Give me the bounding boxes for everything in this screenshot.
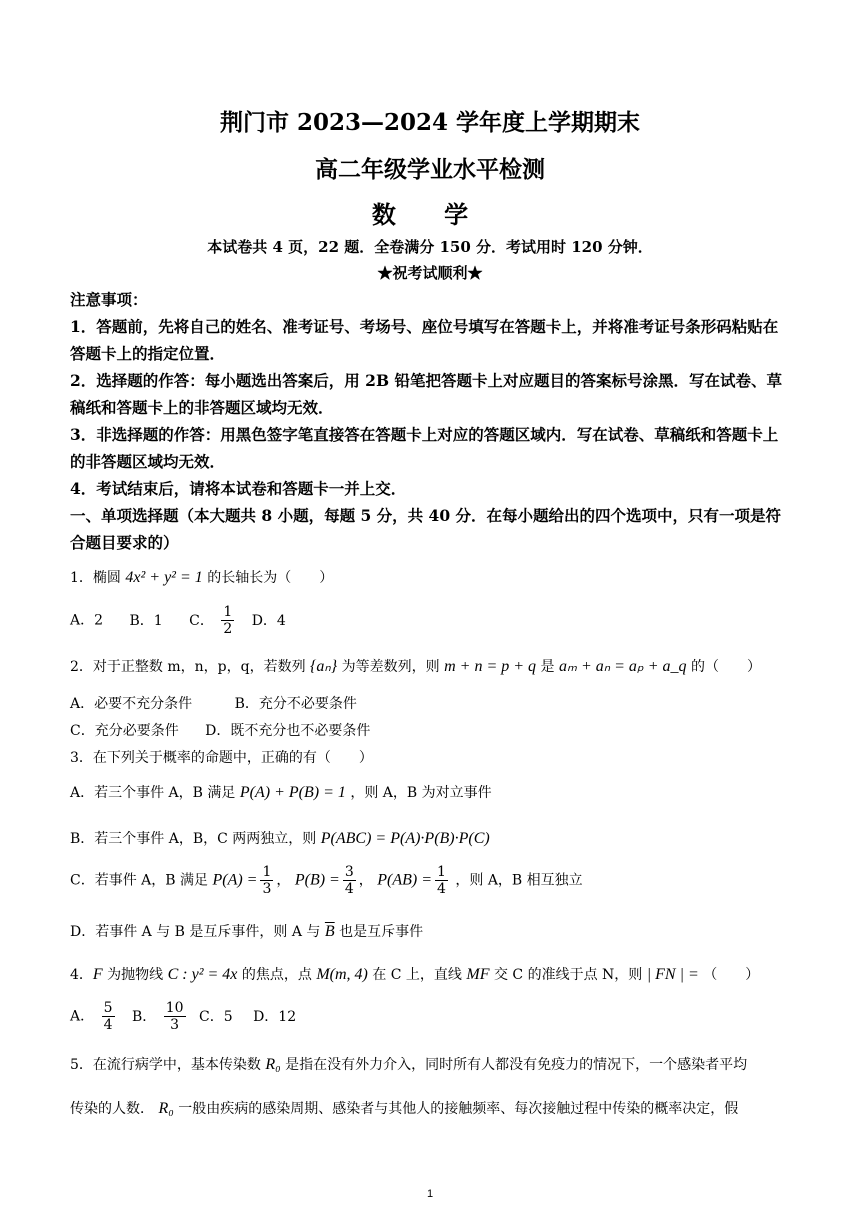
math-expression: 4x² + y² = 1	[125, 569, 203, 586]
exam-title: 荆门市 2023—2024 学年度上学期期末	[219, 109, 641, 136]
question-text: 1．椭圆	[70, 570, 121, 586]
notice-heading: 注意事项：	[70, 290, 148, 309]
question-text: 为等差数列，则	[341, 659, 440, 675]
option-d: D．既不充分也不必要条件	[205, 723, 371, 739]
notice-item-1: 1．答题前，先将自己的姓名、准考证号、考场号、座位号填写在答题卡上，并将准考证号条形码粘贴在答题卡上的指定位置．	[70, 317, 779, 363]
exam-subtitle: 高二年级学业水平检测	[315, 156, 545, 183]
math-expression: C : y² = 4x	[167, 966, 238, 983]
fraction: $\frac{3}{4}$	[344, 864, 354, 897]
option-a: A．	[70, 1008, 95, 1025]
question-text: 的（ ）	[691, 659, 762, 675]
question-text: 的长轴长为（ ）	[207, 570, 334, 586]
question-2-options-row1	[70, 693, 357, 713]
question-1-stem	[70, 567, 333, 587]
math-expression: {aₙ}	[310, 658, 338, 675]
fraction: $\frac{5}{4}$	[103, 1000, 113, 1033]
math-expression: m + n = p + q	[444, 658, 537, 675]
option-a: A．必要不充分条件	[70, 696, 193, 712]
question-3-option-b: B．若三个事件 A，B，C 两两独立，则 P(ABC) = P(A)·P(B)·P(C)	[70, 830, 490, 847]
exam-info: 本试卷共 4 页，22 题．全卷满分 150 分．考试用时 120 分钟．	[207, 238, 653, 256]
option-d: D．4	[251, 612, 286, 629]
option-d: D．12	[253, 1008, 297, 1025]
subject-title: 数 学	[371, 200, 489, 229]
question-3-option-d: D．若事件 A 与 B 是互斥事件，则 A 与 $\overline{B}$ 也是互斥事件	[70, 923, 424, 940]
question-text: 是	[540, 659, 555, 675]
fraction: $\frac{1}{2}$	[223, 604, 233, 637]
question-2-stem	[70, 656, 761, 676]
math-expression: R₀	[158, 1100, 174, 1117]
complement-event: $\overline{B}$	[324, 923, 335, 940]
question-3-option-c: C．若事件 A，B 满足 P(A) = $\frac{1}{3}$ ， P(B) = $\frac{3}{4}$ ， P(AB) = $\frac{1}{4}$ ，则 A，B 相互独立	[70, 864, 583, 897]
math-expression: R₀	[265, 1056, 281, 1073]
question-4-options	[70, 1000, 296, 1033]
exam-wish: ★祝考试顺利★	[377, 264, 483, 282]
option-b: B．	[131, 1008, 157, 1025]
question-2-options-row2	[70, 720, 370, 740]
question-4-stem: 4．F 为抛物线 C : y² = 4x 的焦点，点 M(m, 4) 在 C 上，直线 MF 交 C 的准线于点 N，则 | FN | = （ ）	[70, 966, 760, 983]
fraction: $\frac{10}{3}$	[165, 1000, 184, 1033]
option-a: A．2	[70, 612, 104, 629]
option-b: B．1	[129, 612, 163, 629]
fraction: $\frac{1}{4}$	[437, 864, 446, 897]
option-b: B．充分不必要条件	[234, 696, 357, 712]
option-c: C．5	[198, 1008, 233, 1025]
notice-item-4: 4．考试结束后，请将本试卷和答题卡一并上交．	[70, 479, 407, 498]
option-c: C．	[189, 612, 214, 629]
math-expression: aₘ + aₙ = aₚ + a_q	[558, 658, 687, 675]
question-3-option-a: A．若三个事件 A，B 满足 P(A) + P(B) = 1 ，则 A，B 为对立事件	[70, 784, 492, 801]
question-1-options	[70, 604, 286, 637]
question-5-line2: 传染的人数． R₀ 一般由疾病的感染周期、感染者与其他人的接触频率、每次接触过程中传染的概率决定，假	[70, 1100, 739, 1117]
math-expression: P(A) + P(B) = 1	[239, 784, 346, 801]
notice-section	[70, 286, 792, 556]
notice-item-3: 3．非选择题的作答：用黑色签字笔直接答在答题卡上对应的答题区域内．写在试卷、草稿纸和答题卡上的非答题区域均无效．	[70, 425, 779, 471]
math-expression: M(m, 4)	[316, 966, 368, 983]
math-expression: | FN | =	[646, 966, 699, 983]
math-expression: P(ABC) = P(A)·P(B)·P(C)	[320, 830, 490, 847]
question-text: 2．对于正整数 m，n，p，q，若数列	[70, 659, 306, 675]
fraction: $\frac{1}{3}$	[262, 864, 272, 897]
option-c: C．充分必要条件	[70, 723, 179, 739]
question-3-stem: 3．在下列关于概率的命题中，正确的有（ ）	[70, 750, 373, 766]
question-5-line1: 5．在流行病学中，基本传染数 R₀ 是指在没有外力介入，同时所有人都没有免疫力的情况下，一个感染者平均	[70, 1056, 748, 1073]
page-number: 1	[426, 1188, 434, 1200]
section-heading: 一、单项选择题（本大题共 8 小题，每题 5 分，共 40 分．在每小题给出的四个选项中，只有一项是符合题目要求的）	[70, 506, 782, 552]
notice-item-2: 2．选择题的作答：每小题选出答案后，用 2B 铅笔把答题卡上对应题目的答案标号涂黑．写在试卷、草稿纸和答题卡上的非答题区域均无效．	[70, 371, 782, 417]
